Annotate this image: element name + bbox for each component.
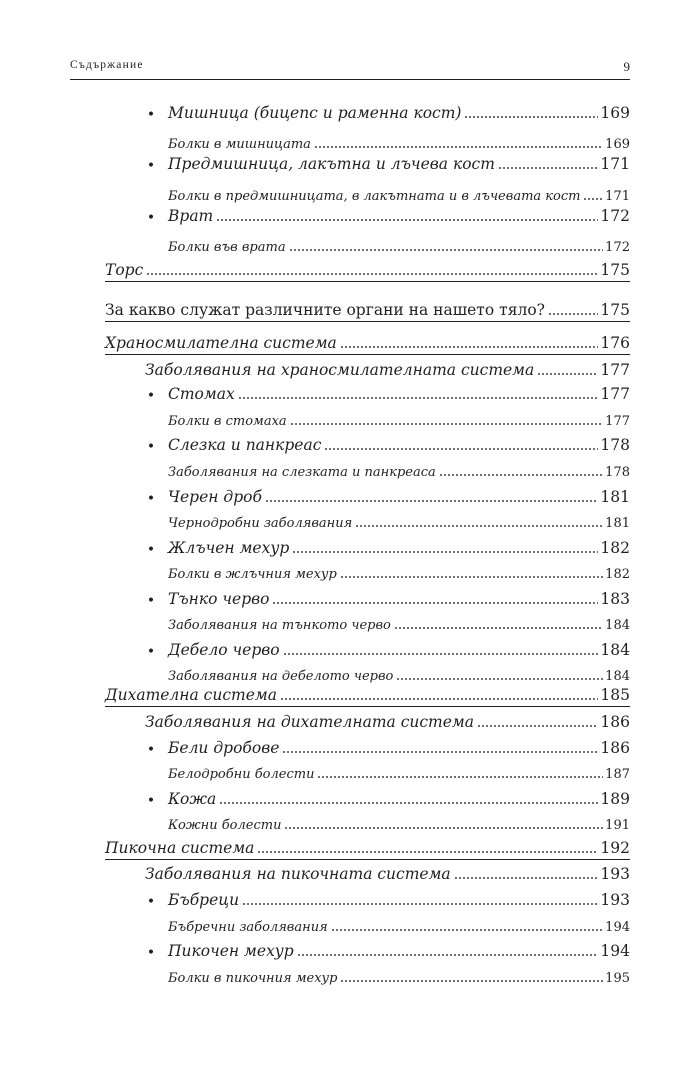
toc-entry [146,887,630,911]
toc-entry [105,330,630,355]
dot-leader [477,725,598,727]
toc-entry-page: 185 [600,685,630,704]
toc-entry [168,611,630,635]
toc-entry-page: 193 [600,890,630,909]
dot-leader [454,877,599,879]
toc-entry [145,709,630,733]
toc-entry-title: Пикочен мехур [168,941,294,960]
toc-entry [146,735,630,759]
toc-entry-title: Дихателна система [105,685,277,704]
dot-leader [272,602,598,604]
toc-entry [168,233,630,257]
dot-leader [284,827,603,829]
dot-leader [289,249,604,251]
toc-entry [145,861,630,885]
toc-entry-title: Бъбреци [168,890,240,909]
bullet-icon: • [146,644,156,660]
dot-leader [314,146,603,148]
toc-entry [105,835,630,860]
dot-leader [282,751,598,753]
toc-entry [146,535,630,559]
toc-entry-page: 184 [605,618,630,633]
toc-entry-page: 184 [605,669,630,684]
toc-entry-page: 171 [600,154,630,173]
toc-entry-title: Бели дробове [168,738,280,757]
toc-entry-title: Врат [168,206,214,225]
dot-leader [317,776,603,778]
bullet-icon: • [146,945,156,961]
dot-leader [537,373,598,375]
dot-leader [242,903,598,905]
toc-entry [168,760,630,784]
toc-entry-page: 172 [600,206,630,225]
toc-entry-title: Заболявания на дихателната система [145,712,474,731]
toc-entry-page: 181 [605,516,630,531]
toc-entry [168,560,630,584]
toc-entry-title: За какво служат различните органи на нашето тяло? [105,300,545,319]
toc-entry-title: Заболявания на дебелото черво [168,669,394,684]
toc-entry-title: Болки в мишницата [168,137,311,152]
toc-entry-page: 171 [605,189,630,204]
dot-leader [583,198,603,200]
toc-entry [168,964,630,988]
dot-leader [265,500,598,502]
bullet-icon: • [146,439,156,455]
toc-entry [146,586,630,610]
toc-entry-page: 186 [600,712,630,731]
dot-leader [292,551,598,553]
toc-entry-page: 189 [600,789,630,808]
dot-leader [280,698,598,700]
dot-leader [548,313,598,315]
toc-entry-title: Слезка и панкреас [168,435,322,454]
toc-entry-title: Тънко черво [168,589,270,608]
bullet-icon: • [146,210,156,226]
dot-leader [257,851,598,853]
bullet-icon: • [146,742,156,758]
toc-entry-title: Заболявания на слезката и панкреаса [168,465,436,480]
toc-entry-page: 176 [600,333,630,352]
toc-entry [146,637,630,661]
dot-leader [216,219,598,221]
toc-entry-page: 177 [600,384,630,403]
toc-entry-title: Стомах [168,384,235,403]
toc-entry-title: Черен дроб [168,487,262,506]
toc-entry [105,297,630,322]
dot-leader [355,525,603,527]
toc-entry-title: Болки в жлъчния мехур [168,567,337,582]
bullet-icon: • [146,107,156,123]
toc-entry-title: Болки в стомаха [168,414,287,429]
bullet-icon: • [146,388,156,404]
toc-entry-title: Кожа [168,789,217,808]
toc-entry-title: Предмишница, лакътна и лъчева кост [168,154,495,173]
dot-leader [340,346,599,348]
toc-entry-title: Храносмилателна система [105,333,337,352]
dot-leader [290,423,604,425]
toc-entry [146,203,630,227]
toc-entry-title: Торс [105,260,144,279]
toc-entry-page: 183 [600,589,630,608]
toc-entry-title: Заболявания на пикочната система [145,864,451,883]
toc-entry-title: Болки в предмишницата, в лакътната и в лъчевата кост [168,189,581,204]
toc-entry-title: Заболявания на храносмилателната система [145,360,535,379]
dot-leader [396,678,603,680]
toc-entry-title: Жлъчен мехур [168,538,290,557]
toc-entry-title: Дебело черво [168,640,280,659]
toc-entry [145,357,630,381]
dot-leader [238,397,599,399]
toc-entry [146,381,630,405]
toc-entry-title: Чернодробни заболявания [168,516,353,531]
toc-entry-page: 182 [605,567,630,582]
toc-entry-title: Пикочна система [105,838,255,857]
toc-entry [146,484,630,508]
toc-entry-title: Заболявания на тънкото черво [168,618,391,633]
dot-leader [146,273,598,275]
dot-leader [331,929,604,931]
toc-entry [146,432,630,456]
toc-entry-title: Болки в пикочния мехур [168,971,338,986]
toc-entry-page: 192 [600,838,630,857]
toc-entry [168,913,630,937]
toc-entry-page: 177 [605,414,630,429]
running-header [70,59,630,80]
toc-entry-page: 178 [605,465,630,480]
toc-entry-page: 184 [600,640,630,659]
toc-entry-page: 186 [600,738,630,757]
toc-entry [146,786,630,810]
toc-entry [168,811,630,835]
dot-leader [340,576,603,578]
bullet-icon: • [146,158,156,174]
header-title: Съдържание [70,59,144,71]
toc-entry [168,509,630,533]
toc-entry [105,257,630,282]
toc-entry-page: 181 [600,487,630,506]
toc-entry-page: 193 [600,864,630,883]
toc-entry [146,938,630,962]
toc-entry [146,151,630,175]
bullet-icon: • [146,491,156,507]
toc-entry [105,682,630,707]
toc-entry-page: 175 [600,260,630,279]
dot-leader [283,653,599,655]
toc-entry-page: 178 [600,435,630,454]
toc-entry [168,458,630,482]
header-page-number: 9 [623,59,630,74]
bullet-icon: • [146,894,156,910]
bullet-icon: • [146,793,156,809]
toc-entry-page: 187 [605,767,630,782]
toc-entry-page: 172 [605,240,630,255]
toc-entry-title: Мишница (бицепс и раменна кост) [168,103,462,122]
toc-entry-title: Кожни болести [168,818,282,833]
toc-entry-title: Болки във врата [168,240,286,255]
toc-entry-page: 194 [605,920,630,935]
toc-entry-page: 177 [600,360,630,379]
bullet-icon: • [146,542,156,558]
dot-leader [297,954,599,956]
toc-entry [146,100,630,124]
dot-leader [219,802,598,804]
toc-entry-page: 182 [600,538,630,557]
dot-leader [324,448,598,450]
toc-entry [168,407,630,431]
toc-entry-page: 175 [600,300,630,319]
toc-entry-page: 191 [605,818,630,833]
dot-leader [464,116,598,118]
dot-leader [394,627,603,629]
toc-entry-title: Бъбречни заболявания [168,920,328,935]
toc-entry-page: 194 [600,941,630,960]
bullet-icon: • [146,593,156,609]
toc-entry-title: Белодробни болести [168,767,315,782]
dot-leader [498,167,598,169]
toc-entry-page: 169 [600,103,630,122]
dot-leader [439,474,603,476]
toc-entry-page: 195 [605,971,630,986]
dot-leader [340,980,603,982]
toc-entry-page: 169 [605,137,630,152]
